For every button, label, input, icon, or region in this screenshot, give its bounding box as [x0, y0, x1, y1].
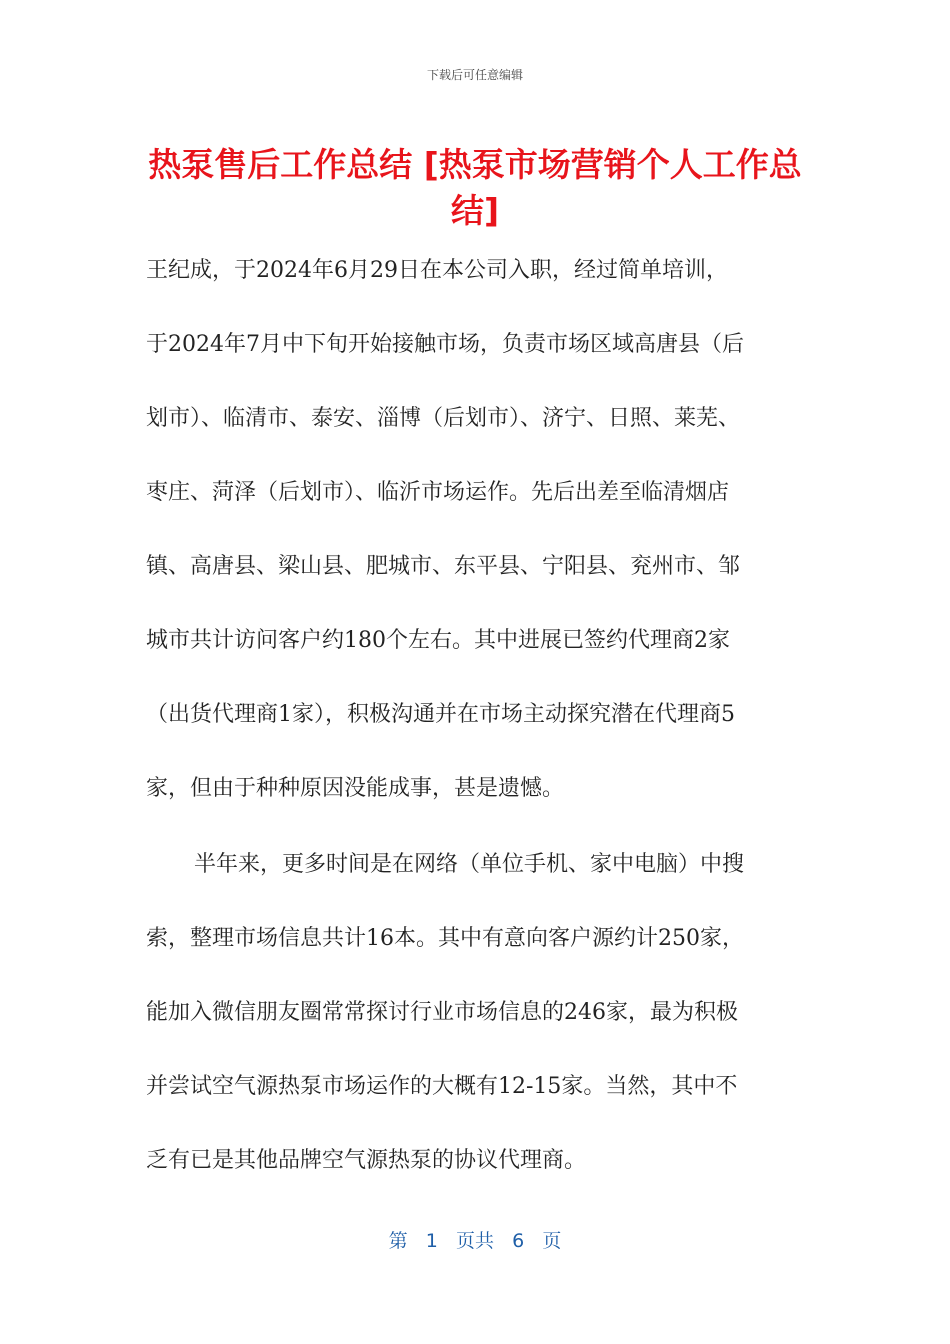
document-title: 热泵售后工作总结 [热泵市场营销个人工作总结]	[148, 145, 802, 230]
page-footer	[0, 1226, 950, 1253]
paragraph-line: 城市共计访问客户约180个左右。其中进展已签约代理商2家	[146, 628, 730, 653]
paragraph-line: （出货代理商1家），积极沟通并在市场主动探究潜在代理商5	[146, 702, 735, 727]
paragraph-line: 家，但由于种种原因没能成事，甚是遗憾。	[146, 776, 565, 801]
paragraph-line: 半年来，更多时间是在网络（单位手机、家中电脑）中搜	[194, 852, 745, 877]
paragraph-line: 并尝试空气源热泵市场运作的大概有12-15家。当然，其中不	[146, 1074, 738, 1099]
total-pages-number: 6	[512, 1230, 525, 1252]
page-label-suffix: 页	[542, 1230, 562, 1252]
header-note: 下载后可任意编辑	[426, 68, 523, 82]
paragraph-line: 枣庄、菏泽（后划市）、临沂市场运作。先后出差至临清烟店	[146, 480, 730, 505]
current-page-number: 1	[425, 1230, 438, 1252]
paragraph-line: 乏有已是其他品牌空气源热泵的协议代理商。	[146, 1148, 587, 1173]
paragraph-line: 王纪成，于2024年6月29日在本公司入职，经过简单培训，	[146, 258, 728, 283]
paragraph-line: 于2024年7月中下旬开始接触市场，负责市场区域高唐县（后	[146, 332, 744, 357]
page-label-prefix: 第	[388, 1230, 408, 1252]
paragraph-line: 划市）、临清市、泰安、淄博（后划市）、济宁、日照、莱芜、	[146, 406, 741, 431]
paragraph-line: 镇、高唐县、梁山县、肥城市、东平县、宁阳县、兖州市、邹	[146, 554, 741, 579]
paragraph-line: 能加入微信朋友圈常常探讨行业市场信息的246家，最为积极	[146, 1000, 738, 1025]
page-label-mid: 页共	[455, 1230, 494, 1252]
paragraph-line: 索，整理市场信息共计16本。其中有意向客户源约计250家，	[146, 926, 744, 951]
